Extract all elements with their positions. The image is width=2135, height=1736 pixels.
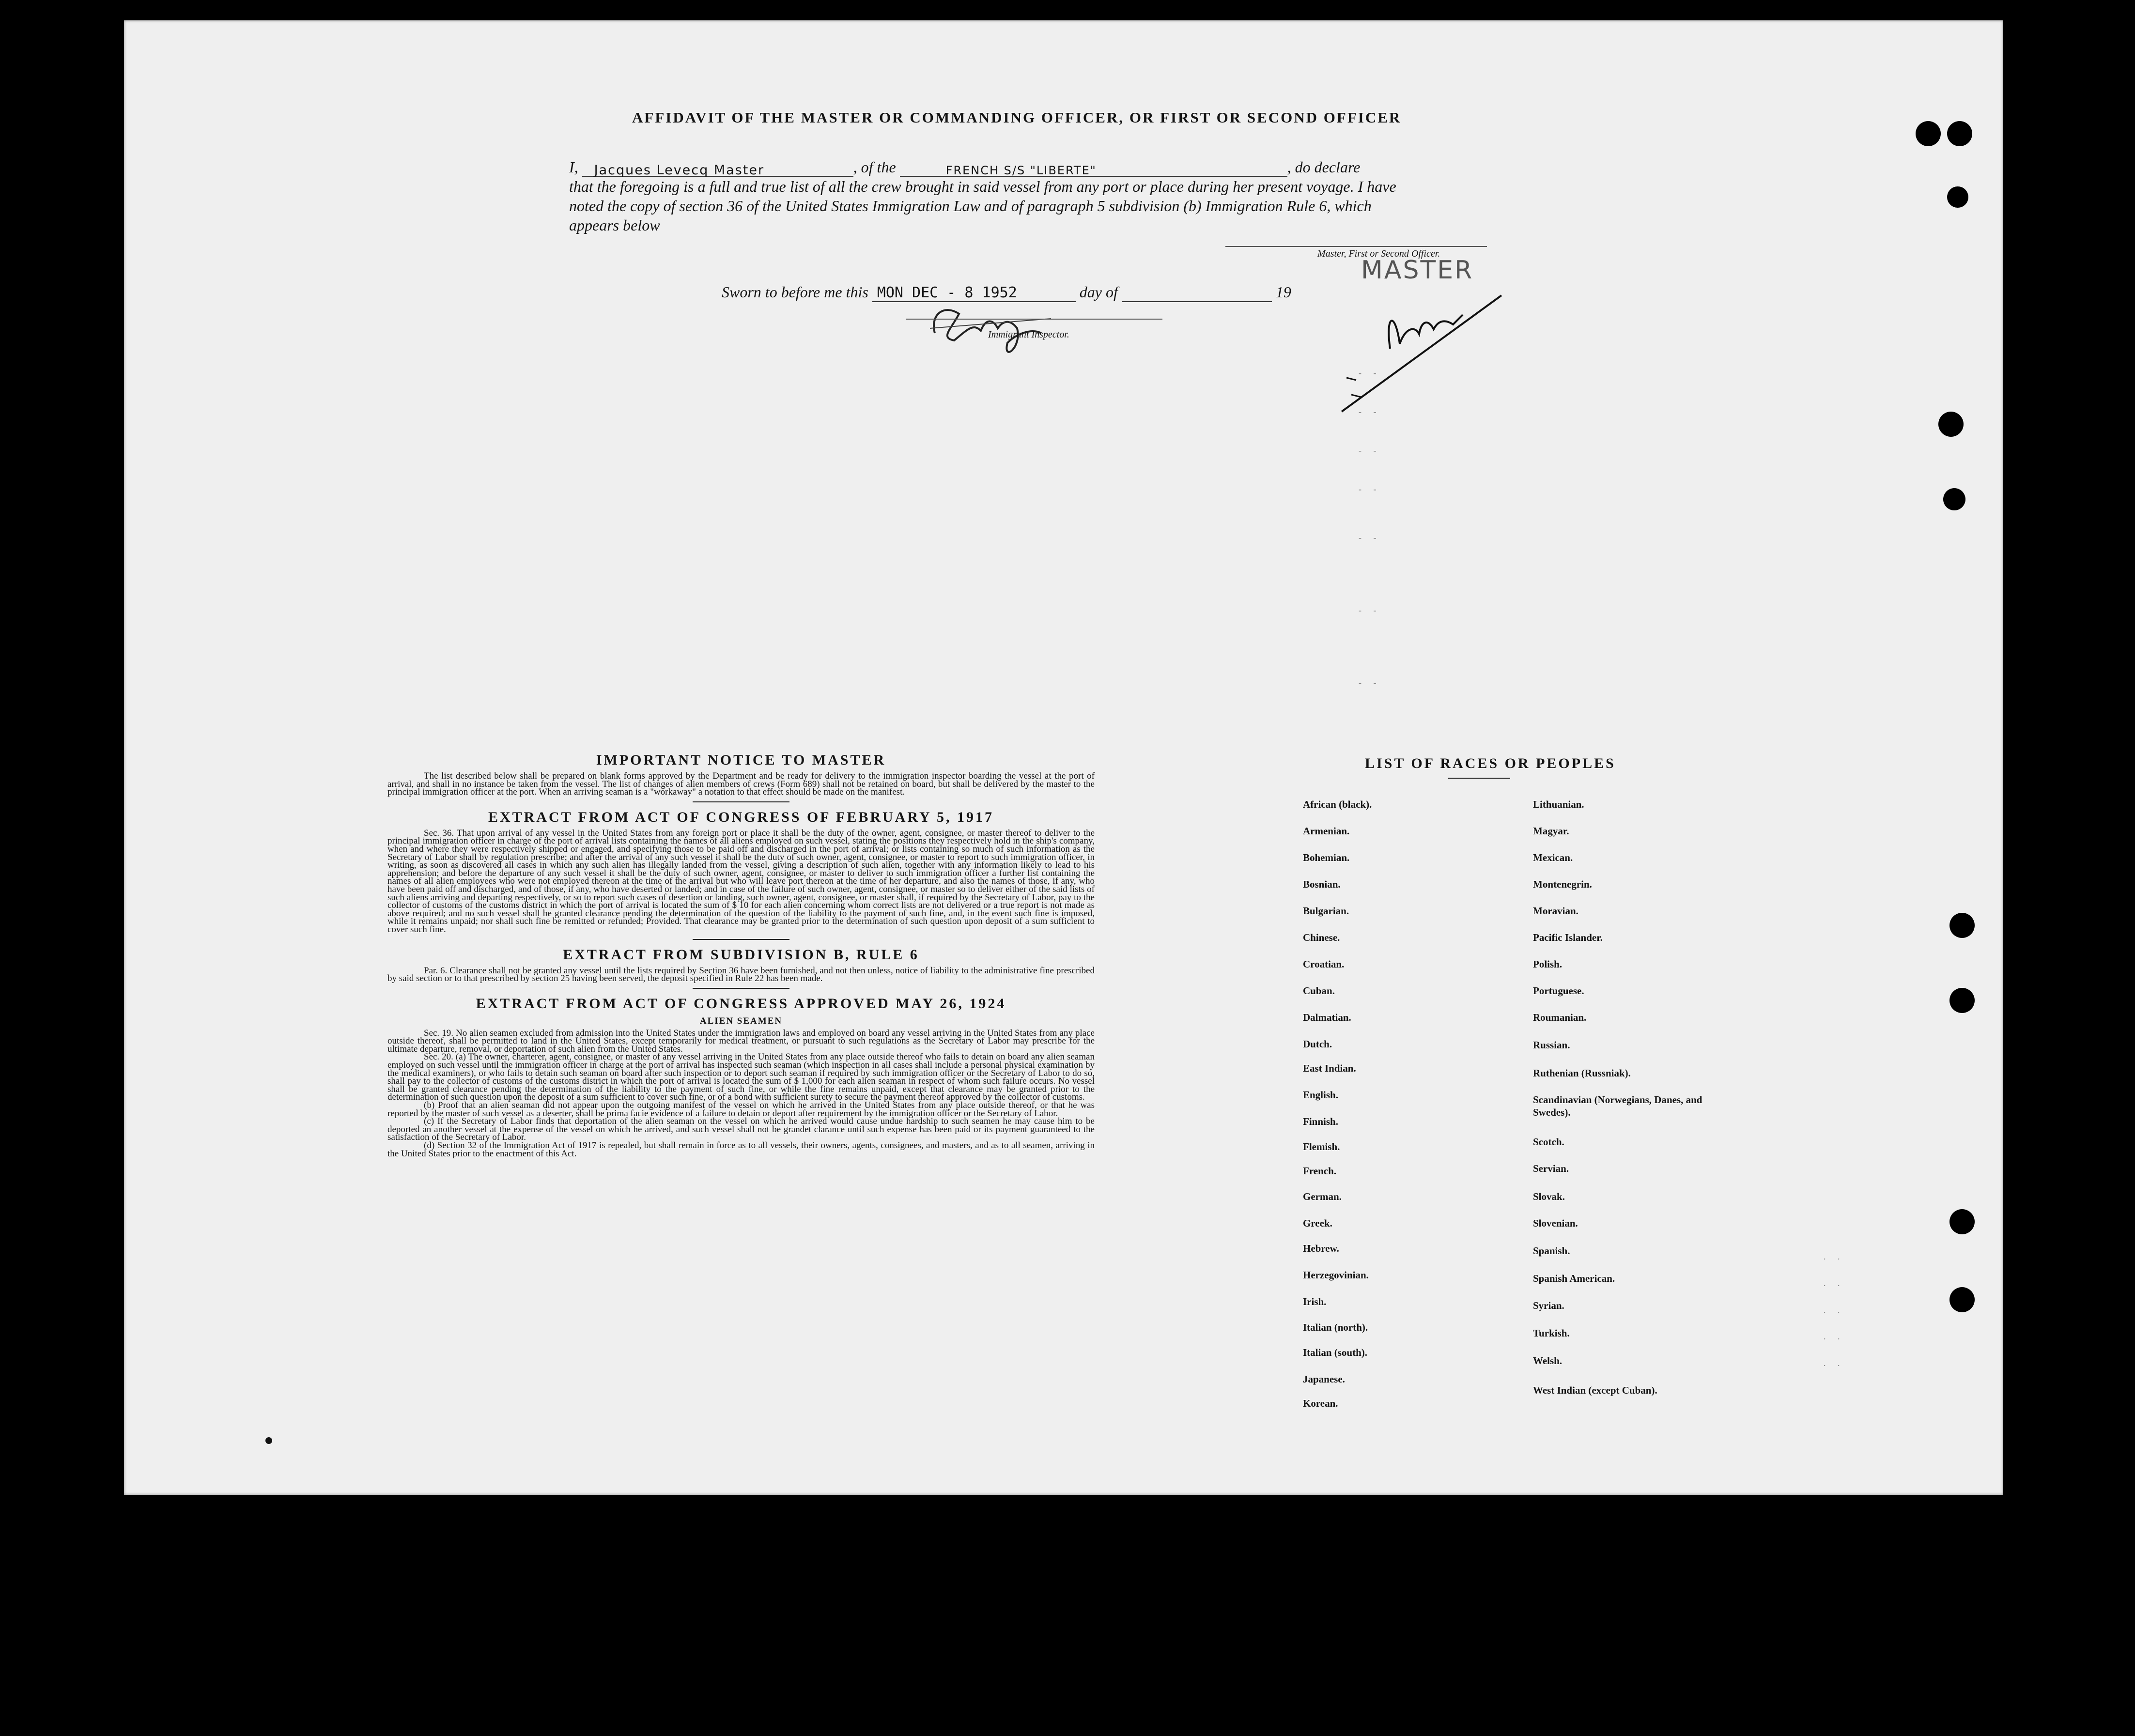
year-prefix: 19: [1275, 283, 1291, 301]
ditto-marks: . .: [1824, 1305, 1845, 1315]
ditto-marks: - -: [1359, 533, 1381, 542]
punch-hole: [1938, 412, 1964, 437]
divider: [693, 801, 789, 802]
extract-1917-text: [387, 830, 1095, 934]
race-item: African (black).: [1303, 799, 1372, 810]
race-item: Greek.: [1303, 1217, 1332, 1229]
date-stamp: MON DEC - 8 1952: [877, 284, 1017, 301]
sworn-mid: day of: [1079, 283, 1118, 301]
race-item: Scotch.: [1533, 1136, 1564, 1148]
punch-hole: [1947, 186, 1968, 208]
race-item: Bosnian.: [1303, 878, 1341, 890]
race-item: Mexican.: [1533, 852, 1573, 863]
inspector-caption: Immigrant Inspector.: [988, 329, 1069, 340]
affidavit-declaration: [569, 157, 1412, 235]
subdivision-paragraph: Par. 6. Clearance shall not be granted any vessel until the lists required by Section 36 have been furnished, and not then unless, notice of liability to the administrative fine prescribed by said section or to that prescribed by section 25 having been served, the deposit specified in Rule 22 has been made.: [387, 965, 1095, 984]
race-item: Irish.: [1303, 1296, 1327, 1307]
race-item: Turkish.: [1533, 1327, 1570, 1339]
subdivision-text: [387, 967, 1095, 983]
extract-1917-title: EXTRACT FROM ACT OF CONGRESS OF FEBRUARY 5, 1917: [488, 809, 994, 825]
section-20b-paragraph: (b) Proof that an alien seaman did not appear upon the outgoing manifest of the vessel on which he arrived in the United States from any place outside thereof, or that he was reported by the master of such vessel as a deserter, shall be prima facie evidence of a failure to detain or deport after requirement by the immigration officer or the Secretary of Labor.: [387, 1100, 1095, 1119]
race-item: Slovak.: [1533, 1191, 1565, 1202]
race-item: Dutch.: [1303, 1038, 1332, 1050]
punch-hole: [1949, 1209, 1975, 1234]
race-item: Japanese.: [1303, 1373, 1345, 1385]
month-field: [1122, 283, 1272, 302]
race-item: Croatian.: [1303, 958, 1345, 970]
race-item: Herzegovinian.: [1303, 1269, 1369, 1281]
race-item: West Indian (except Cuban).: [1533, 1384, 1657, 1396]
extract-1924-title: EXTRACT FROM ACT OF CONGRESS APPROVED MAY 26, 1924: [476, 995, 1006, 1012]
sworn-prefix: Sworn to before me this: [722, 283, 868, 301]
race-item: Spanish.: [1533, 1245, 1570, 1257]
race-item: Bohemian.: [1303, 852, 1350, 863]
affidavit-title: AFFIDAVIT OF THE MASTER OR COMMANDING OFFICER, OR FIRST OR SECOND OFFICER: [632, 109, 1402, 126]
section-20d-paragraph: (d) Section 32 of the Immigration Act of 1917 is repealed, but shall remain in force as to all vessels, their owners, agents, consignees, and masters, and as to all seamen, arriving in the United States prior to the enactment of this Act.: [387, 1140, 1095, 1159]
notice-paragraph: The list described below shall be prepared on blank forms approved by the Department and be ready for delivery to the immigration inspector boarding the vessel at the port of arrival, and shall in no instance be taken from the vessel. The list of changes of alien members of crews (Form 689) shall not be retained on board, but shall be delivered by the master to the principal immigration officer at the port. When an arriving seaman is a "workaway" a notation to that effect should be made on the manifest.: [387, 771, 1095, 798]
vessel-field: [900, 159, 1287, 177]
race-item: Welsh.: [1533, 1355, 1563, 1367]
punch-hole: [1949, 988, 1975, 1013]
extract-1917-paragraph: Sec. 36. That upon arrival of any vessel in the United States from any foreign port or place it shall be the duty of the owner, agent, consignee, or master thereof to deliver to the principal immigration officer in charge of the port of arrival lists containing the names of all aliens employed on such vessel, stating the positions they respectively hold in the ship's company, when and where they were respectively shipped or engaged, and specifying those to be paid off and discharged in the port of arrival; or lists containing so much of such information as the Secretary of Labor shall by regulation prescribe; and after the arrival of any such vessel it shall be the duty of such owner, agent, consignee, or master to report to such immigration officer, in writing, as soon as discovered all cases in which any such alien has illegally landed from the vessel, giving a description of such alien, together with any information likely to lead to his apprehension; and before the departure of any such vessel it shall be the duty of such owner, agent, consignee, or master to deliver to such immigration officer a further list containing the names of all alien employees who were not employed thereon at the time of the arrival but who will leave port thereon at the time of her departure, and also the names of those, if any, who have been paid off and discharged, and of those, if any, who have deserted or landed; and in case of the failure of such owner, agent, consignee, or master so to deliver either of the said lists of such aliens arriving and departing respectively, or so to report such cases of desertion or landing, such owner, agent, consignee, or master shall, if required by the Secretary of Labor, pay to the collector of customs of the customs district in which the port of arrival is located the sum of $ 10 for each alien concerning whom correct lists are not delivered or a true report is not made as above required; and no such vessel shall be granted clearance pending the determination of the question of the liability to the payment of such fine, and, in the event such fine is imposed, while it remains unpaid; nor shall such fine be remitted or refunded; Provided. That clearance may be granted prior to the determination of such question upon deposit of a sum sufficient to cover such fine.: [387, 828, 1095, 935]
master-name: Jacques Levecq Master: [594, 163, 765, 178]
race-item: German.: [1303, 1191, 1342, 1202]
ditto-marks: - -: [1359, 368, 1381, 378]
punch-hole: [1949, 1287, 1975, 1312]
notice-title: IMPORTANT NOTICE TO MASTER: [596, 752, 886, 768]
declaration-mid: , of the: [853, 158, 896, 176]
race-item: Scandinavian (Norwegians, Danes, and Swedes).: [1533, 1094, 1702, 1118]
races-title-underline: [1448, 778, 1510, 779]
extract-1924-text: [387, 1029, 1095, 1158]
race-item: Armenian.: [1303, 825, 1350, 837]
officer-signature: [1337, 286, 1511, 416]
punch-hole: [1943, 488, 1965, 510]
master-stamp: MASTER: [1361, 256, 1474, 285]
race-item: Ruthenian (Russniak).: [1533, 1067, 1631, 1079]
race-item: Montenegrin.: [1533, 878, 1592, 890]
race-item: Lithuanian.: [1533, 799, 1584, 810]
race-item: Roumanian.: [1533, 1012, 1587, 1023]
races-title: LIST OF RACES OR PEOPLES: [1365, 755, 1616, 771]
race-item: Pacific Islander.: [1533, 932, 1603, 943]
race-item: Portuguese.: [1533, 985, 1584, 997]
divider: [693, 939, 789, 940]
race-item: Servian.: [1533, 1163, 1569, 1174]
divider: [693, 988, 789, 989]
inspector-signature-line: [906, 319, 1162, 320]
ditto-marks: - -: [1359, 605, 1381, 615]
race-item: Italian (north).: [1303, 1321, 1368, 1333]
race-item: Syrian.: [1533, 1300, 1564, 1311]
declaration-body: that the foregoing is a full and true list of all the crew brought in said vessel from any port or place during her present voyage. I have noted the copy of section 36 of the United States Immigration Law and of paragraph 5 subdivision (b) Immigration Rule 6, which appears below: [569, 178, 1396, 234]
notice-text: [387, 772, 1095, 797]
section-20a-paragraph: Sec. 20. (a) The owner, charterer, agent, consignee, or master of any vessel arriving in the United States from any place outside thereof who fails to detain on board any alien seaman employed on such vessel until the immigration officer in charge at the port of arrival has inspected such seaman (which inspection in all cases shall include a personal physical examination by the medical examiners), or who fails to detain such seaman on board after such inspection or to deport such seaman if required by such immigration officer or the Secretary of Labor to do so, shall pay to the collector of customs of the customs district in which the port of arrival is located the sum of $ 1,000 for each alien seaman in respect of whom such failure occurs. No vessel shall be granted clearance pending the determination of the liability to the payment of such fine, or while the fine remains unpaid, except that clearance may be granted prior to the determination of such question upon the deposit of a sum sufficient to cover such fine, or of a bond with sufficient surety to secure the payment thereof approved by the collector of customs.: [387, 1052, 1095, 1103]
ditto-marks: - -: [1359, 678, 1381, 688]
race-item: Polish.: [1533, 958, 1563, 970]
ditto-marks: . .: [1824, 1252, 1845, 1261]
master-name-field: [582, 159, 853, 177]
race-item: Hebrew.: [1303, 1243, 1339, 1254]
ditto-marks: . .: [1824, 1358, 1845, 1368]
race-item: Dalmatian.: [1303, 1012, 1351, 1023]
officer-caption: Master, First or Second Officer.: [1317, 248, 1440, 259]
section-19-paragraph: Sec. 19. No alien seamen excluded from admission into the United States under the immigration laws and employed on board any vessel arriving in the United States from any place outside thereof, shall be permitted to land in the United States, except temporarily for medical treatment, or pursuant to such regulations as the Secretary of Labor may prescribe for the ultimate departure, removal, or deportation of such alien from the United States.: [387, 1028, 1095, 1054]
ink-mark: [265, 1437, 272, 1444]
officer-signature-line: [1225, 246, 1487, 247]
ditto-marks: - -: [1359, 407, 1381, 416]
race-item: Magyar.: [1533, 825, 1569, 837]
race-item: Italian (south).: [1303, 1347, 1368, 1358]
race-item: East Indian.: [1303, 1062, 1356, 1074]
section-20c-paragraph: (c) If the Secretary of Labor finds that deportation of the alien seaman on the vessel on which he arrived would cause undue hardship to such seamen he may cause him to be deported an another vessel at the expense of the vessel on which he arrived, and such vessel shall not be grandet clarance until such expense has been paid or its payment guaranteed to the satisfaction of the Secretary of Labor.: [387, 1116, 1095, 1143]
legal-notices: [387, 752, 1095, 1158]
ditto-marks: - -: [1359, 484, 1381, 494]
ditto-marks: - -: [1359, 446, 1381, 455]
declaration-suffix: , do declare: [1287, 158, 1361, 176]
ditto-marks: . .: [1824, 1278, 1845, 1288]
race-item: Chinese.: [1303, 932, 1340, 943]
race-item: Bulgarian.: [1303, 905, 1349, 917]
race-item: Slovenian.: [1533, 1217, 1578, 1229]
race-item: Cuban.: [1303, 985, 1335, 997]
punch-hole: [1949, 913, 1975, 938]
punch-hole: [1947, 121, 1972, 146]
race-item: English.: [1303, 1089, 1338, 1101]
vessel-name: FRENCH S/S "LIBERTE": [945, 164, 1097, 177]
extract-1924-subtitle: ALIEN SEAMEN: [699, 1015, 783, 1026]
punch-hole: [1916, 121, 1941, 146]
race-item: Russian.: [1533, 1039, 1570, 1051]
race-item: Finnish.: [1303, 1116, 1338, 1127]
race-item: Moravian.: [1533, 905, 1578, 917]
race-item: Spanish American.: [1533, 1273, 1615, 1284]
declaration-prefix: I,: [569, 158, 578, 176]
race-item: Flemish.: [1303, 1141, 1340, 1152]
race-item: Korean.: [1303, 1398, 1338, 1409]
subdivision-title: EXTRACT FROM SUBDIVISION B, RULE 6: [563, 946, 919, 963]
ditto-marks: . .: [1824, 1332, 1845, 1341]
race-item: French.: [1303, 1165, 1337, 1177]
